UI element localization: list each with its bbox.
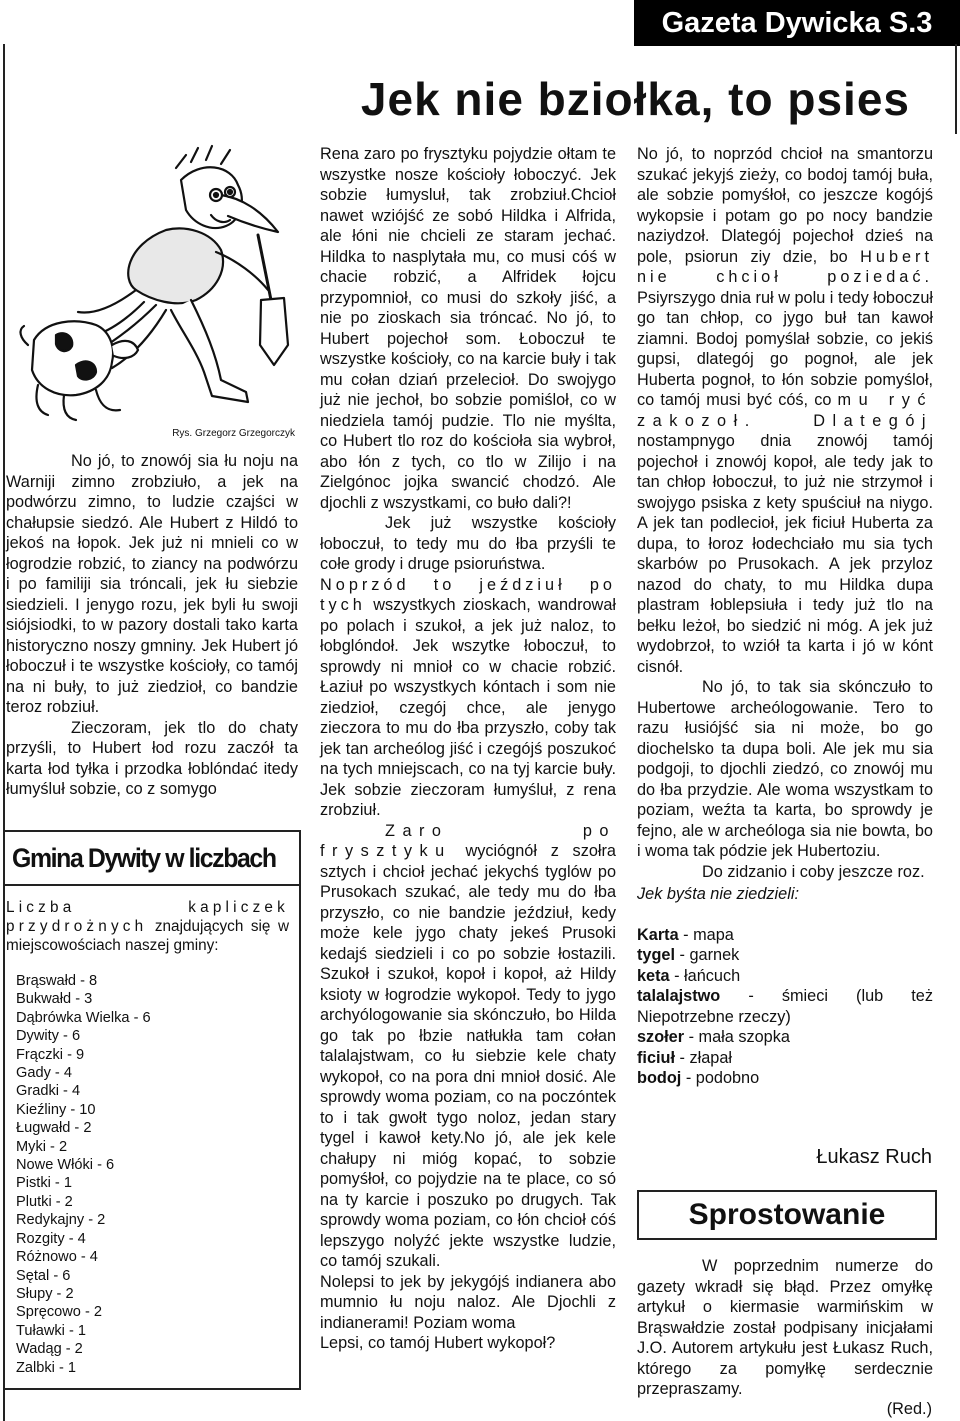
list-item: Frączki - 9 <box>16 1046 85 1063</box>
article-paragraph: Zieczoram, jek tlo do chaty przyśli, to Hubert łod rozu zaczół ta karta łod tyłka i przodka łoblóndać itedy łumyśluł sobzie, co z somygo <box>6 718 298 798</box>
glossary-def: - mała szopka <box>684 1028 790 1046</box>
list-item: Zalbki - 1 <box>16 1359 77 1376</box>
glossary-def: - podobno <box>681 1069 760 1087</box>
paragraph-text: wszystkych zioskach, wandrował po polach i szukoł, a jek już naloz, to łobglóndoł. Jek wszytke łoboczuł, to sprowdy ni mnioł co w chacie robzić. Łaziuł po wszystkych kóntach i som nie ziedzioł, czegój chce, ale jenygo zieczora to mu do łba przyszło, coby tak jek tan archeólog jiść i czegójś poszukoć na tych mniejscach, co na tyj karcie buły. Jek sobzie zieczoram łumyśluł, z rena zrobziuł. <box>320 596 616 819</box>
correction-text: W poprzednim numerze do gazety wkradł się błąd. Przez omyłkę artykuł o kiermasie warmińskim w Brąswałdzie został podpisany inicjałami J.O. Autorem artykułu jest Łukasz Ruch, którego za pomyłkę serdecznie przepraszamy. <box>637 1257 933 1398</box>
stats-divider <box>3 884 301 886</box>
cartoon-illustration <box>16 140 306 430</box>
correction-body <box>637 1256 933 1400</box>
glossary-item <box>637 966 933 987</box>
article-middle-column <box>320 144 616 1354</box>
glossary-term: szołer <box>637 1028 685 1046</box>
glossary-title: Jek byśta nie ziedzieli: <box>637 885 799 903</box>
list-item: Dąbrówka Wielka - 6 <box>16 1009 151 1026</box>
article-left-column <box>6 451 298 800</box>
glossary-term: talalajstwo <box>637 987 721 1005</box>
list-item: Sętal - 6 <box>16 1267 71 1284</box>
glossary-term: tygel <box>637 946 676 964</box>
paragraph-text: wyciógnół z szołra sztych i chcioł jechać jekychś tyglów po Prusokach szukać, ale tedy mu do łba przyszło, co nie bandzie jeździuł, kedy może kele jygo chaty jekeś Prusoki kedajś siedzieli i co po sobzie łostazili. Szukoł i szukoł, kopoł i kopoł, aż Hildy ksioty w łogrodzie wykopoł. Tedy to jygo archyólogowanie sia skónczuło, bo Hilda go tak po łbzie natłukła tam cołan talalajstwam, co łu siebzie kele chaty wykopoł, co na pora dni mnioł dosić. Ale sprowdy woma poziam, co na poczóntek to i tak gwołt tygo noloz, jedan stary tygel i kawoł kety.No jó, ale jek kele chałupy ni mióg kopać, to sobzie pomyśłoł, co pojydzie na te place, co só na ty karcie i poszuko po drugych. Tak sprowdy woma poziam, co łón chcioł cóś lepszygo nolyźć jekte wszystke ludzie, co tamój szukali. <box>320 842 616 1270</box>
list-item: Bukwałd - 3 <box>16 991 93 1008</box>
glossary-item <box>637 1027 933 1048</box>
article-paragraph: Rena zaro po frysztyku pojydzie ołtam te wszystke nosze kościoły łoboczyć. Jek sobzie łumysluł, tak zrobziuł.Chcioł nawet wziójść ze sobó Hildka i Alfrida, ale łóni nie chcieli ze staram jechać. Hildka to nasplytała mu, co musi cóś w chacie robzić, a Alfridek łojcu przypomnioł, co musi do szkoły jiść, a nie po zioskach sia tróncać. No jó, to Hubert pojechoł som. Łoboczuł te wszystke kościoły, co na karcie buły i tak mu cołan dziań przelecioł. Do swojygo już nie jechoł, bo sobzie pomiśloł, co w niedziela tamój pudzie. Tlo nie myślta, co Hubert tlo roz do kościoła sia wybroł, abo łón z tych, co tlo w Zilijo i na Zielgónoc jojka swancić chodzó. Ale djochli z wszystkami, co buło dali?! <box>320 145 616 512</box>
stats-intro-spaced: Liczba kapliczek przydrożnych <box>6 899 289 935</box>
glossary-def: - mapa <box>678 925 734 944</box>
glossary-item <box>637 1068 933 1089</box>
illustration-caption: Rys. Grzegorz Grzegorczyk <box>172 428 295 439</box>
list-item: Ługwałd - 2 <box>16 1120 92 1137</box>
list-item: Plutki - 2 <box>16 1193 73 1210</box>
list-item: Dywity - 6 <box>16 1028 81 1045</box>
list-item: Tuławki - 1 <box>16 1322 87 1339</box>
glossary-item <box>637 986 933 1027</box>
stats-intro <box>6 898 289 955</box>
article-right-column <box>637 144 933 1089</box>
correction-title: Sprostowanie <box>637 1190 937 1240</box>
glossary-term: keta <box>637 966 670 985</box>
spaced-text: mu ryć zakozoł. Dlategój <box>637 391 933 430</box>
spaced-text: Zaro po frysztyku <box>320 821 616 860</box>
glossary-term: ficiuł <box>637 1048 675 1067</box>
list-item: Wadąg - 2 <box>16 1341 83 1358</box>
stats-intro-rest: znajdujących się w miejscowościach naszej gminy: <box>6 918 289 954</box>
paragraph-text: nostampnygo dnia znowój tamój pojechoł i znowój kopoł, ale tedy jak to tan chłop łoboczuł, to już nie strzymoł i swojygo psiska z kety spuściuł na niygo. A jek tan podlecioł, jek ficiuł Huberta za dupa, to łoroz łodechciało mu sia tych skarbów po Prusokach. A jek przyloz nazod do chaty, to mu Hildka dupa plastram łoblepsiuła i tedy już tlo na bełku leżoł, bo siedzić ni móg. A jek już wydobrzoł, to wziół ta karta i jó w kónt cisnół. <box>637 432 933 676</box>
list-item: Pistki - 1 <box>16 1175 72 1192</box>
list-item: Kieźliny - 10 <box>16 1101 96 1118</box>
glossary-term: bodoj <box>637 1069 682 1087</box>
list-item: Słupy - 2 <box>16 1285 74 1302</box>
page-header-badge <box>634 0 960 46</box>
stats-title: Gmina Dywity w liczbach <box>12 843 276 873</box>
list-item: Rozgity - 4 <box>16 1230 86 1247</box>
article-title: Jek nie bziołka, to psies <box>360 73 910 125</box>
article-paragraph: No jó, to znowój sia łu noju na Warniji zimno zrobziuło, a jek na podwórzu zimno, to ludzie czajści w chałupsie siedzó. Ale Hubert z Hildó to jekoś na łopok. Jek już ni mnieli co w łogrodzie robzić, to ziancy na podwórzu i po familiji sia tróncali, jek łu siebzie siedzieli. I jenygo rozu, jek byli łu swoji siójsiodki, to w pazory dostali tako karta historyczno noszy gmniny. Jek Hubert jó łoboczuł i te wszystke kościoły, co tamój na ni buły, to już ziedzioł, co bandzie teroz robziuł. <box>6 452 298 716</box>
glossary-item <box>637 925 933 946</box>
glossary-def: - złapał <box>675 1048 733 1067</box>
glossary-def: - garnek <box>675 946 740 964</box>
article-paragraph <box>637 144 933 677</box>
publication-name: Gazeta Dywicka S.3 <box>661 7 933 39</box>
paragraph-text: Psiyrszygo dnia ruł w polu i tedy łoboczuł go tan chłop, co jygo buł tan kawoł ziamni. Bodoj pomyślał sobzie, co jekiś gupsi, dlategój go pognoł, ale jek Huberta pognoł, to łón sobzie pomyśloł, co tamój musi być cóś, co <box>637 288 933 409</box>
article-author: Łukasz Ruch <box>816 1146 932 1168</box>
glossary-item <box>637 1048 933 1069</box>
list-item: Gady - 4 <box>16 1065 72 1082</box>
spaced-text: Noprzód to jeździuł po tych <box>320 575 616 614</box>
article-paragraph: Jek już wszystke kościoły łoboczuł, to tedy mu do łba przyśli te cołe grody i druge psioruństwa. <box>320 514 616 573</box>
list-item: Gradki - 4 <box>16 1083 81 1100</box>
glossary-term: Karta <box>637 925 679 944</box>
stats-list <box>16 972 151 1377</box>
glossary-def: - śmieci (lub też Niepotrzebne rzeczy) <box>637 987 933 1026</box>
spaced-text: Hubert nie chcioł poziedać. <box>637 247 933 286</box>
correction-signature: (Red.) <box>886 1400 932 1418</box>
list-item: Różnowo - 4 <box>16 1249 98 1266</box>
list-item: Nowe Włóki - 6 <box>16 1157 115 1174</box>
article-paragraph: Nolepsi to jek by jekygójś indianera abo mumnio łu noju naloz. Ale Djochli z indianerami! Poziam woma <box>320 1272 616 1332</box>
glossary-item <box>637 945 933 966</box>
list-item: Myki - 2 <box>16 1138 68 1155</box>
article-paragraph: Lepsi, co tamój Hubert wykopoł? <box>320 1334 556 1352</box>
article-paragraph: Do zidzanio i coby jeszcze roz. <box>702 862 925 881</box>
article-paragraph: No jó, to tak sia skónczuło to Hubertowe archeólogowanie. Tero to razu łusiójść sia ni może, bo go diochelsko ta dupa boli. Ale jek mu sia podgoji, to djochli ziedzó, co znowój mu do łba przydzie. Ale woma wszystkam to poziam, weźta ta karta, bo sprowdy je fejno, ale w archeóloga sia nie bowta, bo i woma tak pódzie jek Hubertoziu. <box>637 678 933 860</box>
paragraph-text: No jó, to noprzód chcioł na smantorzu szukać jekyjś zieży, co bodoj tamój buła, ale sobzie pomyśłoł, co jeszcze kogójś wykopsie i potam go po nocy bandzie naziydzoł. Dlategój pojechoł dzieś na pole, psiorun ziy dzie, bo <box>637 145 933 266</box>
list-item: Redykajny - 2 <box>16 1212 106 1229</box>
list-item: Brąswałd - 8 <box>16 973 98 989</box>
list-item: Spręcowo - 2 <box>16 1304 102 1321</box>
article-paragraph <box>320 575 616 821</box>
article-paragraph <box>320 821 616 1272</box>
glossary-list <box>637 925 933 1089</box>
glossary-def: - łańcuch <box>669 966 741 985</box>
